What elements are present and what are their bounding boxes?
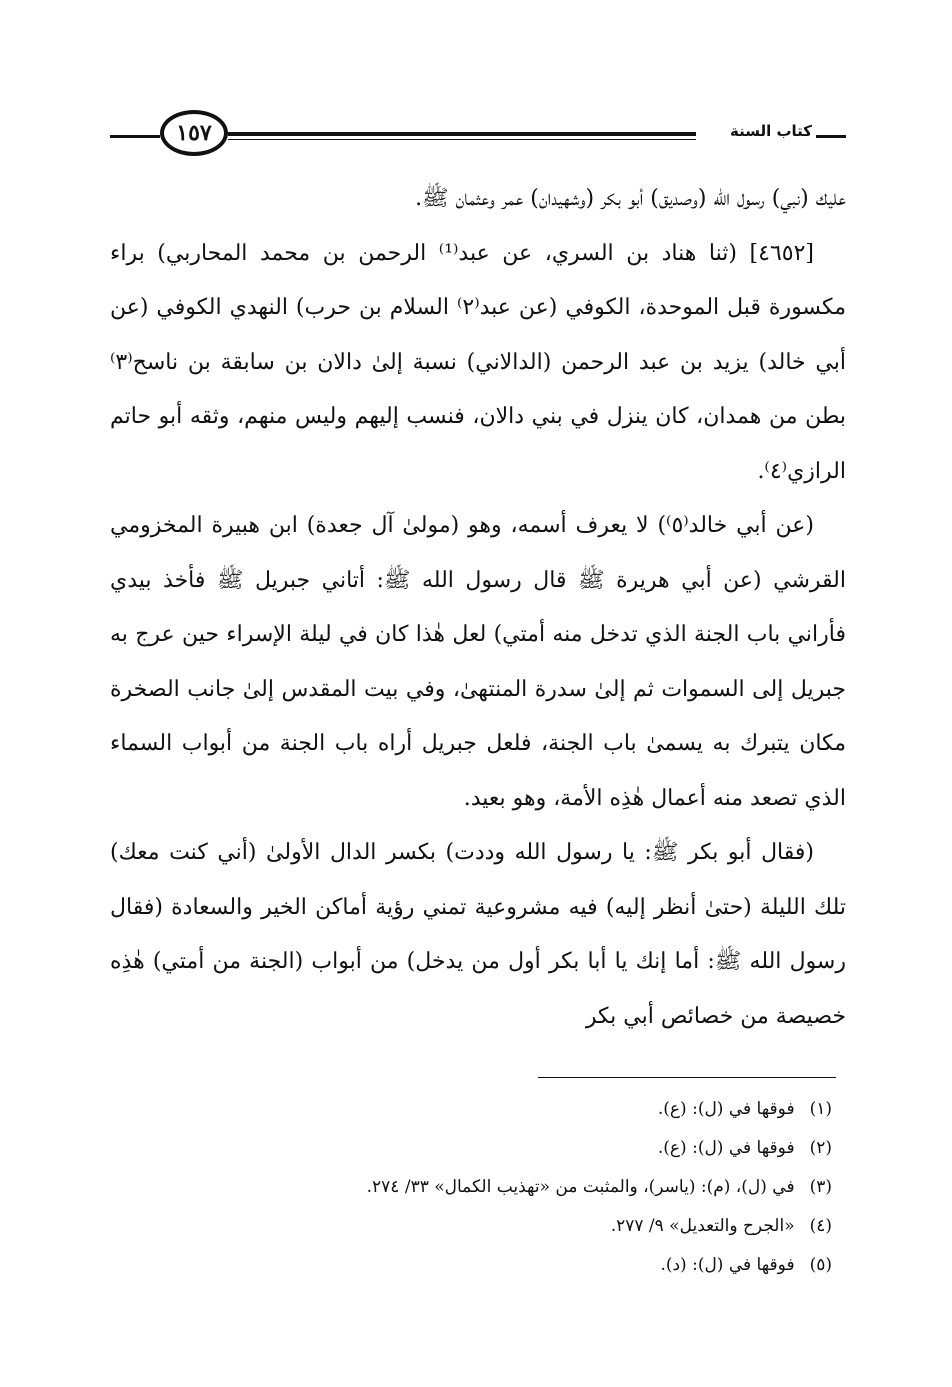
footnote [110, 1168, 836, 1207]
footnote-number: (٣) [809, 1177, 832, 1197]
paragraph: [٤٦٥٢] (ثنا هناد بن السري، عن عبد⁽¹⁾ الرحمن بن محمد المحاربي) براء مكسورة قبل الموحدة، الكوفي (عن عبد⁽٢⁾ السلام بن حرب) النهدي الكوفي (عن أبي خالد) يزيد بن عبد الرحمن (الدالاني) نسبة إلىٰ دالان بن سابقة بن ناسح⁽٣⁾ بطن من همدان، كان ينزل في بني دالان، فنسب إليهم وليس منهم، وثقه أبو حاتم الرازي⁽٤⁾. [110, 240, 846, 484]
paragraph: عليك (نبي) رسول الله (وصديق) أبو بكر (وشهيدان) عمر وعثمان ﷺ. [415, 186, 846, 211]
footnote-text: في (ل)، (م): (ياسر)، والمثبت من «تهذيب الكمال» ٣٣/ ٢٧٤. [366, 1177, 795, 1197]
footnote-text: فوقها في (ل): (ع). [657, 1099, 795, 1119]
page-header [110, 108, 846, 160]
footnote-number: (٢) [809, 1138, 832, 1158]
footnote-text: فوقها في (ل): (د). [660, 1255, 795, 1275]
page-number: ١٥٧ [176, 120, 212, 146]
header-rule-right [816, 135, 846, 138]
footnote [110, 1246, 836, 1285]
paragraph: (عن أبي خالد⁽٥⁾) لا يعرف أسمه، وهو (مولىٰ آل جعدة) ابن هبيرة المخزومي القرشي (عن أبي هريرة ﷺ قال رسول الله ﷺ: أتاني جبريل ﷺ فأخذ بيدي فأراني باب الجنة الذي تدخل منه أمتي) لعل هٰذا كان في ليلة الإسراء حين عرج به جبريل إلى السموات ثم إلىٰ سدرة المنتهىٰ، وفي بيت المقدس إلىٰ جانب الصخرة مكان يتبرك به يسمىٰ باب الجنة، فلعل جبريل أراه باب الجنة من أبواب السماء الذي تصعد منه أعمال هٰذِه الأمة، وهو بعيد. [110, 513, 846, 811]
header-rule-thin [228, 139, 696, 140]
header-rule-left [110, 135, 160, 138]
footnote [110, 1090, 836, 1129]
footnote-number: (١) [809, 1099, 832, 1119]
footnote-text: «الجرح والتعديل» ٩/ ٢٧٧. [610, 1216, 795, 1236]
footnote-number: (٤) [809, 1216, 832, 1236]
footnote [110, 1129, 836, 1168]
main-text [110, 172, 846, 1044]
book-title: كتاب السنة [729, 122, 812, 140]
footnote-separator [538, 1077, 836, 1078]
page-number-oval [160, 110, 228, 156]
footnotes [110, 1090, 836, 1285]
footnote-text: فوقها في (ل): (ع). [657, 1138, 795, 1158]
footnote-number: (٥) [809, 1255, 832, 1275]
footnote [110, 1207, 836, 1246]
header-rule-thick [228, 132, 696, 136]
paragraph: (فقال أبو بكر ﷺ: يا رسول الله وددت) بكسر الدال الأولىٰ (أني كنت معك) تلك الليلة (حتىٰ أنظر إليه) فيه مشروعية تمني رؤية أماكن الخير والسعادة (فقال رسول الله ﷺ: أما إنك يا أبا بكر أول من يدخل) من أبواب (الجنة من أمتي) هٰذِه خصيصة من خصائص أبي بكر [110, 840, 846, 1029]
